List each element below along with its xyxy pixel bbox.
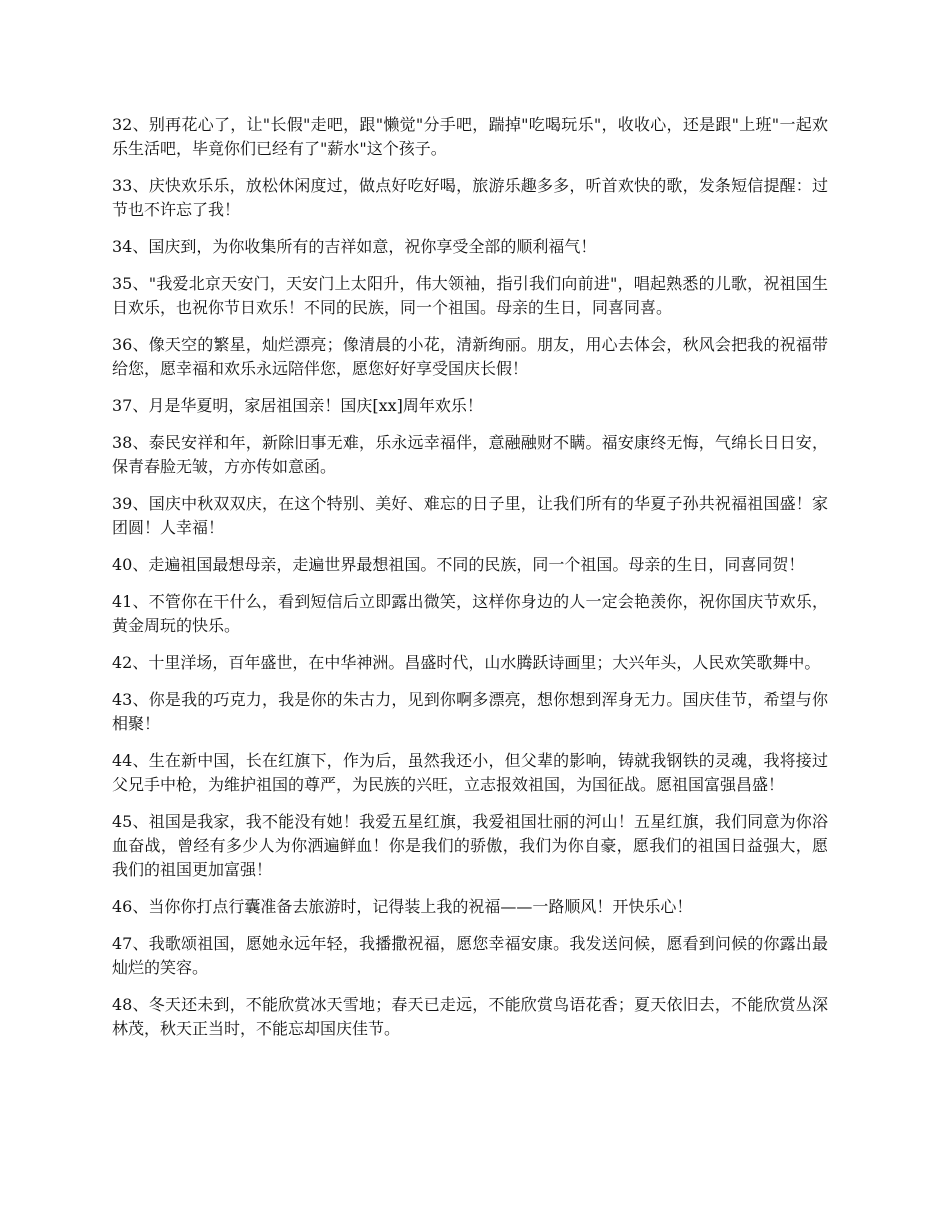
paragraph-37: 37、月是华夏明，家居祖国亲！国庆[xx]周年欢乐！ <box>112 396 483 415</box>
paragraph-46: 46、当你你打点行囊准备去旅游时，记得装上我的祝福——一路顺风！开快乐心！ <box>112 897 693 916</box>
paragraph-32: 32、别再花心了，让"长假"走吧，跟"懒觉"分手吧，踹掉"吃喝玩乐"，收收心，还是跟"上班"一起欢乐生活吧，毕竟你们已经有了"薪水"这个孩子。 <box>112 115 828 158</box>
paragraph-36: 36、像天空的繁星，灿烂漂亮；像清晨的小花，清新绚丽。朋友，用心去体会，秋风会把我的祝福带给您，愿幸福和欢乐永远陪伴您，愿您好好享受国庆长假！ <box>112 335 828 378</box>
paragraph-40: 40、走遍祖国最想母亲，走遍世界最想祖国。不同的民族，同一个祖国。母亲的生日，同喜同贺！ <box>112 555 805 574</box>
paragraph-42: 42、十里洋场，百年盛世，在中华神洲。昌盛时代，山水腾跃诗画里；大兴年头，人民欢笑歌舞中。 <box>112 653 821 672</box>
document-body <box>112 113 828 1054</box>
paragraph-34: 34、国庆到，为你收集所有的吉祥如意，祝你享受全部的顺利福气！ <box>112 237 597 256</box>
paragraph-44: 44、生在新中国，长在红旗下，作为后，虽然我还小，但父辈的影响，铸就我钢铁的灵魂，我将接过父兄手中枪，为维护祖国的尊严，为民族的兴旺，立志报效祖国，为国征战。愿祖国富强昌盛！ <box>112 751 828 794</box>
paragraph-48: 48、冬天还未到，不能欣赏冰天雪地；春天已走远，不能欣赏鸟语花香；夏天依旧去，不能欣赏丛深林茂，秋天正当时，不能忘却国庆佳节。 <box>112 995 828 1038</box>
paragraph-39: 39、国庆中秋双双庆，在这个特别、美好、难忘的日子里，让我们所有的华夏子孙共祝福祖国盛！家团圆！人幸福！ <box>112 494 828 537</box>
paragraph-45: 45、祖国是我家，我不能没有她！我爱五星红旗，我爱祖国壮丽的河山！五星红旗，我们同意为你浴血奋战，曾经有多少人为你洒遍鲜血！你是我们的骄傲，我们为你自豪，愿我们的祖国日益强大，愿我们的祖国更加富强！ <box>112 812 828 879</box>
paragraph-33: 33、庆快欢乐乐，放松休闲度过，做点好吃好喝，旅游乐趣多多，听首欢快的歌，发条短信提醒：过节也不许忘了我！ <box>112 176 828 219</box>
paragraph-47: 47、我歌颂祖国，愿她永远年轻，我播撒祝福，愿您幸福安康。我发送问候，愿看到问候的你露出最灿烂的笑容。 <box>112 934 828 977</box>
paragraph-35: 35、"我爱北京天安门，天安门上太阳升，伟大领袖，指引我们向前进"，唱起熟悉的儿歌，祝祖国生日欢乐，也祝你节日欢乐！不同的民族，同一个祖国。母亲的生日，同喜同喜。 <box>112 274 828 317</box>
paragraph-41: 41、不管你在干什么，看到短信后立即露出微笑，这样你身边的人一定会艳羡你，祝你国庆节欢乐，黄金周玩的快乐。 <box>112 592 828 635</box>
paragraph-38: 38、泰民安祥和年，新除旧事无难，乐永远幸福伴，意融融财不瞒。福安康终无悔，气绵长日日安，保青春脸无皱，方亦传如意函。 <box>112 433 828 476</box>
paragraph-43: 43、你是我的巧克力，我是你的朱古力，见到你啊多漂亮，想你想到浑身无力。国庆佳节，希望与你相聚！ <box>112 690 828 733</box>
